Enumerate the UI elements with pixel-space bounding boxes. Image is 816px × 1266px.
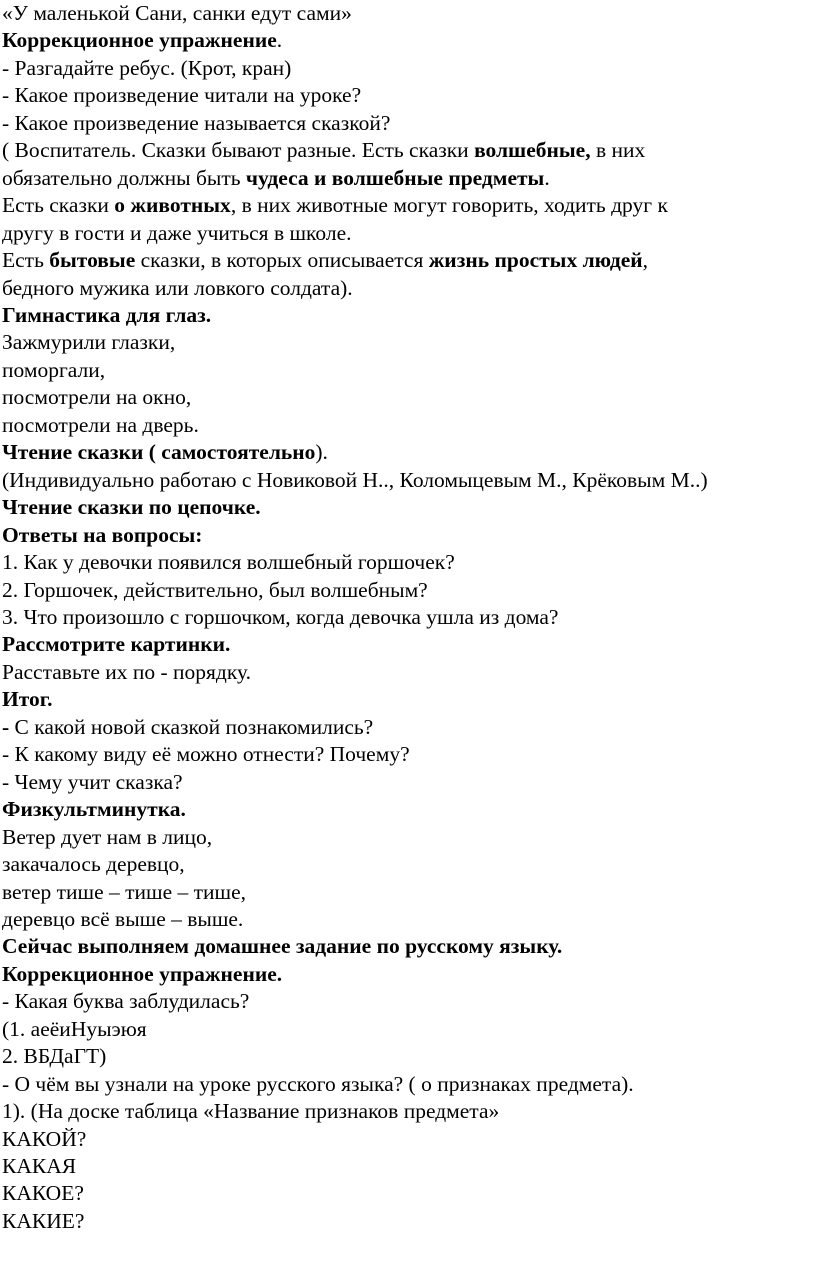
text-line — [2, 1153, 816, 1180]
text-run: (Индивидуально работаю с Новиковой Н.., Коломыцевым М., Крёковым М..) — [2, 467, 708, 492]
text-run: Зажмурили глазки, — [2, 330, 176, 355]
text-run: 2. ВБДаГТ) — [2, 1044, 107, 1069]
bold-text-run: о животных — [114, 193, 231, 218]
bold-text-run: Рассмотрите картинки. — [2, 632, 231, 657]
text-line — [2, 1043, 816, 1070]
bold-text-run: Чтение сказки по цепочке. — [2, 495, 261, 520]
text-run: 1. Как у девочки появился волшебный горшочек? — [2, 550, 455, 575]
text-line — [2, 137, 816, 164]
text-line — [2, 110, 816, 137]
text-run: посмотрели на окно, — [2, 385, 192, 410]
bold-text-run: Итог. — [2, 687, 53, 712]
text-run: - К какому виду её можно отнести? Почему? — [2, 742, 410, 767]
text-line — [2, 659, 816, 686]
text-line — [2, 851, 816, 878]
text-run: - Чему учит сказка? — [2, 769, 183, 794]
text-run: сказки, в которых описывается — [135, 248, 429, 273]
text-run: обязательно должны быть — [2, 165, 246, 190]
text-run: «У маленькой Сани, санки едут сами» — [2, 1, 352, 25]
text-line — [2, 247, 816, 274]
bold-text-run: чудеса и волшебные предметы — [245, 165, 545, 190]
text-line — [2, 329, 816, 356]
text-run: КАКОЙ? — [2, 1126, 87, 1151]
text-line — [2, 906, 816, 933]
text-line — [2, 55, 816, 82]
text-run: - Какое произведение читали на уроке? — [2, 83, 362, 108]
text-line — [2, 796, 816, 823]
text-line — [2, 165, 816, 192]
text-run: , в них животные могут говорить, ходить друг к — [230, 193, 668, 218]
text-run: другу в гости и даже учиться в школе. — [2, 220, 352, 245]
text-line — [2, 988, 816, 1015]
text-line — [2, 933, 816, 960]
text-run: КАКИЕ? — [2, 1208, 85, 1233]
text-line — [2, 631, 816, 658]
bold-text-run: Гимнастика для глаз. — [2, 302, 212, 327]
text-run: 2. Горшочек, действительно, был волшебным? — [2, 577, 428, 602]
text-line — [2, 961, 816, 988]
text-line — [2, 220, 816, 247]
text-run: КАКОЕ? — [2, 1181, 84, 1206]
text-line — [2, 824, 816, 851]
bold-text-run: Коррекционное упражнение. — [2, 961, 283, 986]
text-line — [2, 549, 816, 576]
text-line — [2, 714, 816, 741]
text-run: поморгали, — [2, 357, 106, 382]
text-line — [2, 412, 816, 439]
text-run: Есть — [2, 248, 50, 273]
text-run: бедного мужика или ловкого солдата). — [2, 275, 353, 300]
text-line — [2, 604, 816, 631]
text-run: - О чём вы узнали на уроке русского языка? ( о признаках предмета). — [2, 1071, 634, 1096]
text-line — [2, 302, 816, 329]
text-run: (1. аеёиНуыэюя — [2, 1016, 147, 1041]
text-line — [2, 522, 816, 549]
text-line — [2, 27, 816, 54]
bold-text-run: Чтение сказки ( самостоятельно — [2, 440, 316, 465]
text-line — [2, 879, 816, 906]
text-run: . — [276, 28, 283, 53]
text-run: - Какая буква заблудилась? — [2, 989, 250, 1014]
text-line — [2, 686, 816, 713]
bold-text-run: Сейчас выполняем домашнее задание по русскому языку. — [2, 934, 563, 959]
bold-text-run: бытовые — [49, 248, 136, 273]
bold-text-run: - — [2, 714, 10, 739]
bold-text-run: волшебные, — [474, 138, 591, 163]
text-line — [2, 741, 816, 768]
text-run: Есть сказки — [2, 193, 115, 218]
text-line — [2, 0, 816, 27]
text-run: закачалось деревцо, — [2, 852, 185, 877]
text-run: ветер тише – тише – тише, — [2, 879, 247, 904]
bold-text-run: Физкультминутка. — [2, 797, 186, 822]
bold-text-run: Ответы на вопросы: — [2, 522, 203, 547]
text-line — [2, 439, 816, 466]
text-line — [2, 1180, 816, 1207]
bold-text-run: жизнь простых людей — [428, 248, 643, 273]
text-run: ). — [315, 440, 328, 465]
text-line — [2, 82, 816, 109]
text-run: - Какое произведение называется сказкой? — [2, 110, 391, 135]
text-run: Ветер дует нам в лицо, — [2, 824, 213, 849]
text-line — [2, 467, 816, 494]
text-run: - Разгадайте ребус. (Крот, кран) — [2, 55, 292, 80]
text-run: КАКАЯ — [2, 1154, 77, 1179]
text-run: ( Воспитатель. Сказки бывают разные. Есть сказки — [2, 138, 475, 163]
text-run: посмотрели на дверь. — [2, 412, 199, 437]
text-line — [2, 769, 816, 796]
text-line — [2, 1126, 816, 1153]
text-run: Расставьте их по - порядку. — [2, 659, 251, 684]
text-run: 1). (На доске таблица «Название признаков предмета» — [2, 1099, 500, 1124]
text-run: 3. Что произошло с горшочком, когда девочка ушла из дома? — [2, 604, 559, 629]
text-run: , — [642, 248, 649, 273]
text-line — [2, 494, 816, 521]
text-run: С какой новой сказкой познакомились? — [9, 714, 374, 739]
text-line — [2, 1098, 816, 1125]
text-run: деревцо всё выше – выше. — [2, 906, 244, 931]
text-line — [2, 192, 816, 219]
text-line — [2, 384, 816, 411]
text-line — [2, 1071, 816, 1098]
text-line — [2, 1208, 816, 1235]
bold-text-run: Коррекционное упражнение — [2, 28, 277, 53]
text-line — [2, 577, 816, 604]
text-run: в них — [590, 138, 646, 163]
text-run: . — [544, 165, 550, 190]
text-line — [2, 357, 816, 384]
text-line — [2, 275, 816, 302]
text-line — [2, 1016, 816, 1043]
